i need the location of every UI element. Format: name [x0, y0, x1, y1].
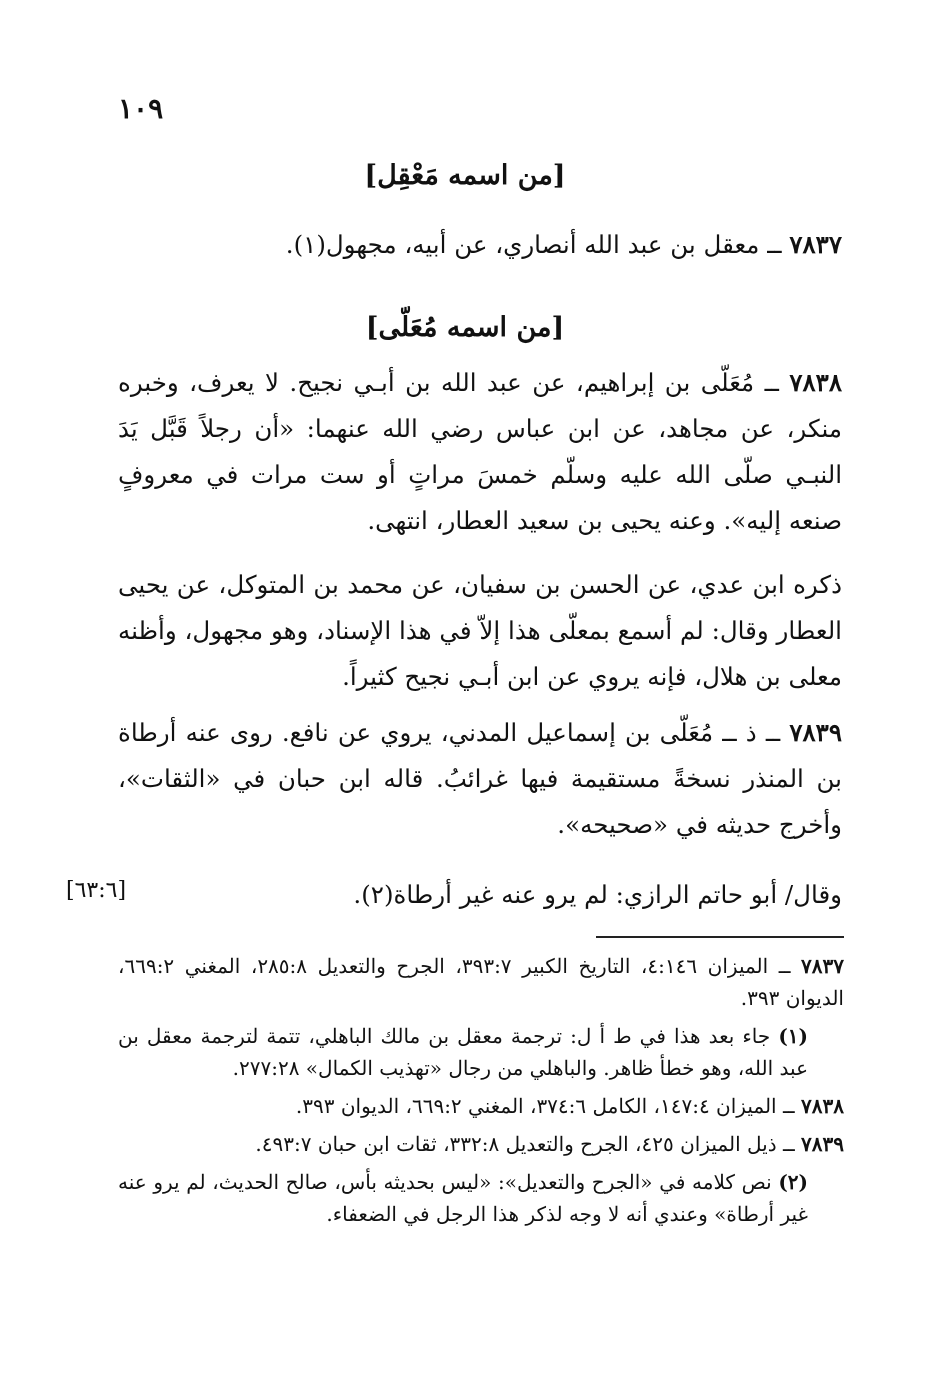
entry-number: ٧٨٣٨ — [789, 368, 842, 397]
footnote-1 — [118, 1020, 844, 1084]
footnote-7837 — [118, 950, 844, 1014]
paragraph-text: وقال/ أبو حاتم الرازي: لم يرو عنه غير أرطاة(٢). — [353, 880, 842, 909]
volume-page-reference: [٦٣:٦] — [66, 878, 127, 903]
footnote-number: (٢) — [778, 1170, 808, 1194]
footnote-text: جاء بعد هذا في ط أ ل: ترجمة معقل بن مالك الباهلي، تتمة لترجمة معقل بن عبد الله، وهو خطأ ظاهر. والباهلي من رجال «تهذيب الكمال» ٢٧٧:٢٨. — [118, 1024, 808, 1080]
footnotes-section — [118, 950, 844, 1236]
footnote-divider — [596, 936, 844, 938]
footnote-7839 — [118, 1128, 844, 1160]
footnote-number: (١) — [778, 1024, 808, 1048]
footnote-2 — [118, 1166, 844, 1230]
footnote-text: ــ الميزان ١٤٧:٤، الكامل ٣٧٤:٦، المغني ٦٦٩:٢، الديوان ٣٩٣. — [295, 1094, 802, 1118]
footnote-text: ــ الميزان ٤:١٤٦، التاريخ الكبير ٣٩٣:٧، الجرح والتعديل ٢٨٥:٨، المغني ٦٦٩:٢، الديوان ٣٩٣. — [118, 954, 844, 1010]
paragraph-text: ذكره ابن عدي، عن الحسن بن سفيان، عن محمد بن المتوكل، عن يحيى العطار وقال: لم أسمع بمعلّى هذا إلاّ في هذا الإسناد، وهو مجهول، وأظنه معلى بن هلال، فإنه يروي عن ابن أبـي نجيح كثيراً. — [118, 570, 842, 691]
entry-7838 — [118, 360, 842, 544]
paragraph-abu-hatim — [118, 872, 842, 918]
entry-7839 — [118, 710, 842, 848]
entry-text: ــ معقل بن عبد الله أنصاري، عن أبيه، مجهول(١). — [285, 230, 790, 259]
footnote-text: نص كلامه في «الجرح والتعديل»: «ليس بحديثه بأس، صالح الحديث، لم يرو عنه غير أرطاة» وعندي أنه لا وجه لذكر هذا الرجل في الضعفاء. — [118, 1170, 808, 1226]
entry-number: ٧٨٣٩ — [789, 718, 842, 747]
footnote-number: ٧٨٣٩ — [801, 1132, 844, 1156]
entry-text: ــ مُعَلّى بن إبراهيم، عن عبد الله بن أبـي نجيح. لا يعرف، وخبره منكر، عن مجاهد، عن ابن عباس رضي الله عنهما: «أن رجلاً قَبَّل يَدَ النبـي صلّى الله عليه وسلّم خمسَ مراتٍ أو ست مرات في معروفٍ صنعه إليه». وعنه يحيى بن سعيد العطار، انتهى. — [118, 368, 842, 535]
footnote-text: ــ ذيل الميزان ٤٢٥، الجرح والتعديل ٣٣٢:٨، ثقات ابن حبان ٤٩٣:٧. — [255, 1132, 802, 1156]
entry-number: ٧٨٣٧ — [789, 230, 842, 259]
entry-7837 — [118, 222, 842, 268]
section-heading-maqil: [من اسمه مَعْقِل] — [364, 160, 566, 191]
footnote-7838 — [118, 1090, 844, 1122]
entry-text: ــ ذ ــ مُعَلّى بن إسماعيل المدني، يروي عن نافع. روى عنه أرطاة بن المنذر نسخةً مستقيمة فيها غرائبُ. قاله ابن حبان في «الثقات»، وأخرج حديثه في «صحيحه». — [118, 718, 842, 839]
footnote-number: ٧٨٣٨ — [801, 1094, 844, 1118]
footnote-number: ٧٨٣٧ — [801, 954, 844, 978]
section-heading-mualla: [من اسمه مُعَلّى] — [365, 312, 565, 343]
page-number: ١٠٩ — [118, 92, 164, 125]
paragraph-ibn-adi — [118, 562, 842, 700]
